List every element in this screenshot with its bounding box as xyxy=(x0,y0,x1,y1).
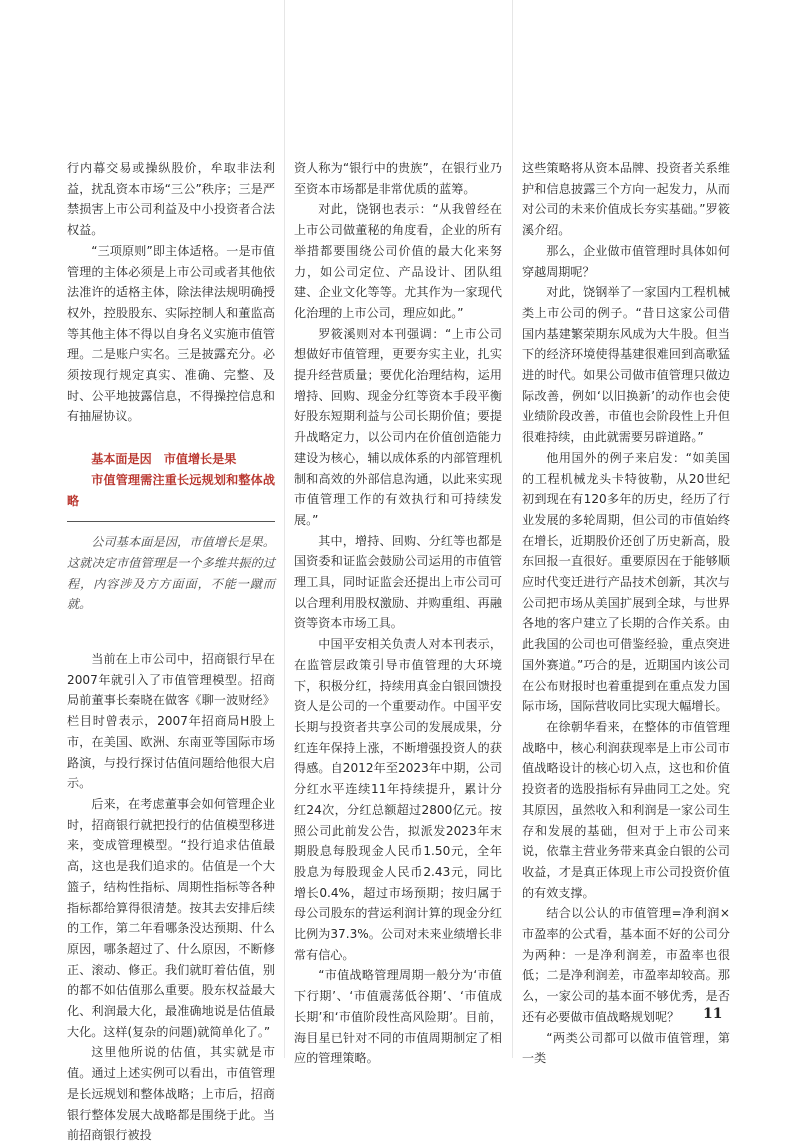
pullquote-rule xyxy=(67,521,275,522)
paragraph: 对此，饶钢举了一家国内工程机械类上市公司的例子。“昔日这家公司借国内基建繁荣期东风成为大牛股。但当下的经济环境使得基建很难回到高歌猛进的时代。如果公司做市值管理只做边际改善，例如‘以旧换新’的动作也会使业绩阶段改善，市值也会阶段性上升但很难持续，由此就需要另辟道路。” xyxy=(522,285,730,445)
column-2 xyxy=(294,158,502,1069)
column-divider xyxy=(284,0,285,1058)
column-divider xyxy=(512,0,513,1058)
column-3 xyxy=(522,158,730,1069)
page-number: 11 xyxy=(703,1006,723,1022)
paragraph: 行内幕交易或操纵股价，牟取非法利益，扰乱资本市场“三公”秩序；三是严禁损害上市公司利益及中小投资者合法权益。 xyxy=(67,161,275,238)
paragraph: 中国平安相关负责人对本刊表示，在监管层政策引导市值管理的大环境下，积极分红，持续用真金白银回馈投资人是公司的一个重要动作。中国平安长期与投资者共享公司的发展成果，分红连年保持上涨，不断增强投资人的获得感。自2012年至2023年中期，公司分红水平连续11年持续提升，累计分红24次，分红总额超过2800亿元。按照公司此前发公告，拟派发2023年末期股息每股现金人民币1.50元，全年股息为每股现金人民币2.43元，同比增长0.4%，超过市场预期；按归属于母公司股东的营运利润计算的现金分红比例为37.3%。公司对未来业绩增长非常有信心。 xyxy=(294,637,502,962)
section-subheading: 市值管理需注重长远规划和整体战略 xyxy=(67,472,275,508)
section-heading: 基本面是因 市值增长是果 xyxy=(91,452,237,467)
paragraph: 对此，饶钢也表示：“从我曾经在上市公司做董秘的角度看，企业的所有举措都要围绕公司价值的最大化来努力，如公司定位、产品设计、团队组建、企业文化等等。尤其作为一家现代化治理的上市公司，理应如此。” xyxy=(294,202,502,320)
paragraph: 这些策略将从资本品牌、投资者关系维护和信息披露三个方向一起发力，从而对公司的未来价值成长夯实基础。”罗筱溪介绍。 xyxy=(522,161,730,238)
column-1 xyxy=(67,158,275,1146)
pullquote: 公司基本面是因，市值增长是果。这就决定市值管理是一个多维共振的过程，内容涉及方方面面，不能一蹴而就。 xyxy=(67,535,275,612)
paragraph: 结合以公认的市值管理=净利润×市盈率的公式看，基本面不好的公司分为两种：一是净利润差，市盈率也很低；二是净利润差，市盈率却较高。那么，一家公司的基本面不够优秀，是否还有必要做市值战略规划呢？ xyxy=(522,906,730,1024)
paragraph: “市值战略管理周期一般分为‘市值下行期’、‘市值震荡低谷期’、‘市值成长期’和‘市值阶段性高风险期’。目前，海目星已针对不同的市值周期制定了相应的管理策略。 xyxy=(294,968,502,1066)
paragraph: “三项原则”即主体适格。一是市值管理的主体必须是上市公司或者其他依法准许的适格主体，除法律法规明确授权外，控股股东、实际控制人和董监高等其他主体不得以自身名义实施市值管理。二是账户实名。三是披露充分。必须按现行规定真实、准确、完整、及时、公平地披露信息，不得操控信息和有抽屉协议。 xyxy=(67,243,275,424)
paragraph: 在徐朝华看来，在整体的市值管理战略中，核心利润获现率是上市公司市值战略设计的核心切入点，这也和价值投资者的选股指标有异曲同工之处。究其原因，虽然收入和利润是一家公司生存和发展的基础，但对于上市公司来说，依靠主营业务带来真金白银的公司收益，才是真正体现上市公司投资价值的有效支撑。 xyxy=(522,719,730,900)
paragraph: 后来，在考虑董事会如何管理企业时，招商银行就把投行的估值模型移进来，变成管理模型。“投行追求估值最高，这也是我们追求的。估值是一个大篮子，结构性指标、周期性指标等各种指标都给算得很清楚。按其去安排后续的工作，第二年看哪条没达预期、什么原因，哪条超过了、什么原因，不断修正、滚动、修正。我们就盯着估值，别的都不如估值那么重要。股东权益最大化、利润最大化，最准确地说是估值最大化。这样(复杂的问题)就简单化了。” xyxy=(67,796,275,1039)
paragraph: “两类公司都可以做市值管理，第一类 xyxy=(522,1030,730,1066)
paragraph: 其中，增持、回购、分红等也都是国资委和证监会鼓励公司运用的市值管理工具，同时证监会还提出上市公司可以合理利用股权激励、并购重组、再融资等资本市场工具。 xyxy=(294,533,502,631)
paragraph: 资人称为“银行中的贵族”，在银行业乃至资本市场都是非常优质的蓝筹。 xyxy=(294,161,502,196)
paragraph: 当前在上市公司中，招商银行早在2007年就引入了市值管理模型。招商局前董事长秦晓在做客《聊一波财经》栏目时曾表示，2007年招商局H股上市，在美国、欧洲、东南亚等国际市场路演，与投行探讨估值问题给他很大启示。 xyxy=(67,652,275,791)
paragraph: 他用国外的例子来启发：“如美国的工程机械龙头卡特彼勒，从20世纪初到现在有120多年的历史，经历了行业发展的多轮周期，但公司的市值始终在增长，近期股价还创了历史新高，股东回报一直很好。重要原因在于能够顺应时代变迁进行产品技术创新，其次与公司把市场从美国扩展到全球，与世界各地的客户建立了长期的合作关系。由此我国的公司也可借鉴经验，重点突进国外赛道。”巧合的是，近期国内该公司在公布财报时也着重提到在重点发力国际市场，国际营收同比实现大幅增长。 xyxy=(522,450,730,714)
paragraph: 这里他所说的估值，其实就是市值。通过上述实例可以看出，市值管理是长远规划和整体战略；上市后，招商银行整体发展大战略都是围绕于此。当前招商银行被投 xyxy=(67,1045,275,1143)
paragraph: 罗筱溪则对本刊强调：“上市公司想做好市值管理，更要夯实主业，扎实提升经营质量；要优化治理结构，运用增持、回购、现金分红等资本手段平衡好股东短期利益与公司长期价值；要提升战略定力，以公司内在价值创造能力建设为核心，辅以成体系的内部管理机制和高效的外部信息沟通，以此来实现市值管理工作的有效执行和可持续发展。” xyxy=(294,326,502,527)
paragraph: 那么，企业做市值管理时具体如何穿越周期呢？ xyxy=(522,243,730,279)
